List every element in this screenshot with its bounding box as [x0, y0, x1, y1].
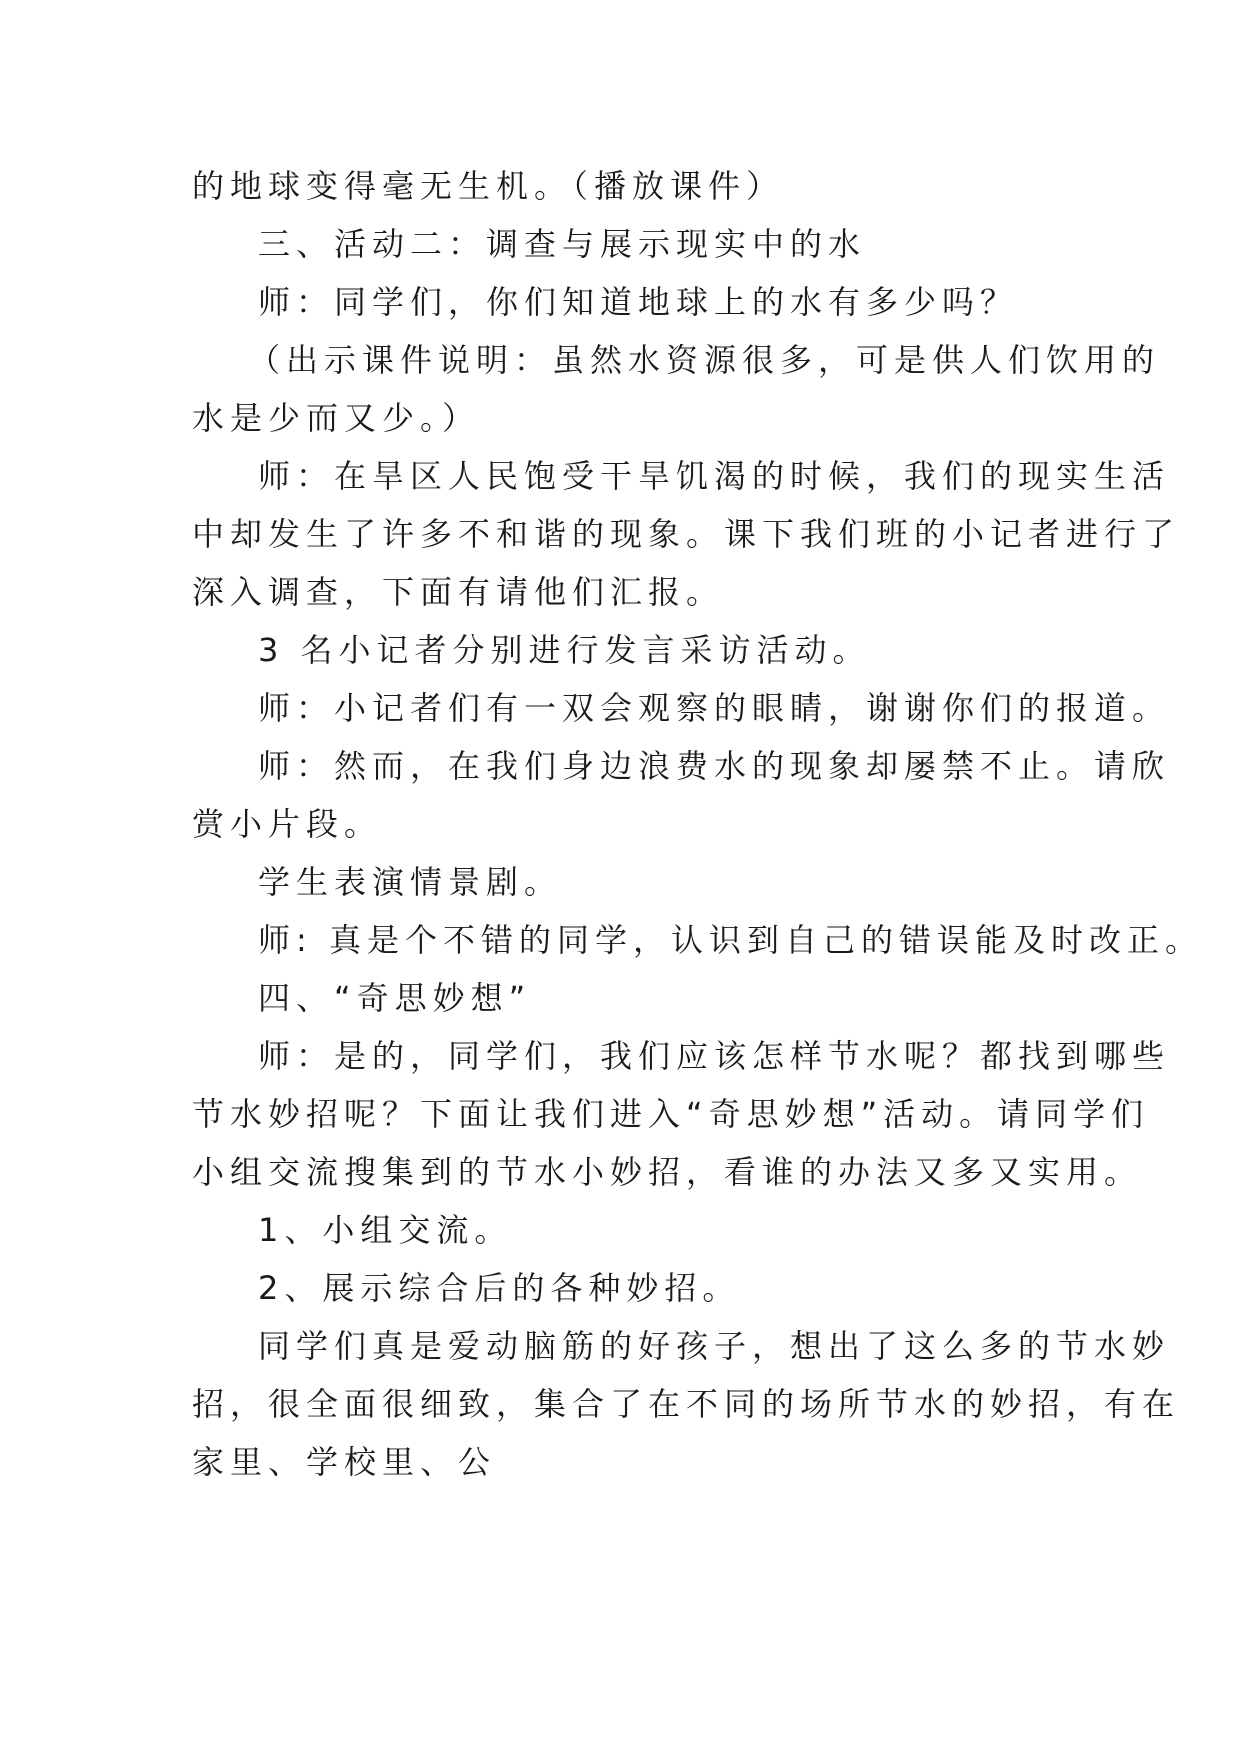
- section-heading: 四、“奇思妙想”: [258, 979, 532, 1017]
- text-line: 师: 真是个不错的同学，认识到自己的错误能及时改正。: [258, 921, 1203, 959]
- text-line: 深入调查，下面有请他们汇报。: [192, 573, 725, 611]
- list-item: 2、展示综合后的各种妙招。: [258, 1269, 741, 1307]
- text-line: 3 名小记者分别进行发言采访活动。: [258, 631, 871, 669]
- text-line: 招，很全面很细致，集合了在不同的场所节水的妙招，有在: [192, 1385, 1181, 1423]
- text-line: 师：是的，同学们，我们应该怎样节水呢？都找到哪些: [258, 1037, 1171, 1075]
- text-line: 中却发生了许多不和谐的现象。课下我们班的小记者进行了: [192, 515, 1181, 553]
- text-line: 师：小记者们有一双会观察的眼睛，谢谢你们的报道。: [258, 689, 1171, 727]
- text-line: 小组交流搜集到的节水小妙招，看谁的办法又多又实用。: [192, 1153, 1143, 1191]
- list-item: 1、小组交流。: [258, 1211, 513, 1249]
- text-line: 家里、学校里、公: [192, 1443, 497, 1481]
- text-line: 水是少而又少。）: [192, 399, 481, 437]
- section-heading: 三、活动二：调查与展示现实中的水: [258, 225, 867, 263]
- text-line: 赏小片段。: [192, 805, 383, 843]
- text-line: 节水妙招呢？下面让我们进入“奇思妙想”活动。请同学们: [192, 1095, 1150, 1133]
- text-line: 同学们真是爱动脑筋的好孩子，想出了这么多的节水妙: [258, 1327, 1171, 1365]
- text-line: 师：然而，在我们身边浪费水的现象却屡禁不止。请欣: [258, 747, 1171, 785]
- text-line: 学生表演情景剧。: [258, 863, 563, 901]
- text-line: 师：同学们，你们知道地球上的水有多少吗？: [258, 283, 1019, 321]
- text-line: 的地球变得毫无生机。（播放课件）: [192, 167, 785, 205]
- text-line: 师：在旱区人民饱受干旱饥渴的时候，我们的现实生活: [258, 457, 1171, 495]
- text-line: （出示课件说明：虽然水资源很多，可是供人们饮用的: [248, 341, 1161, 379]
